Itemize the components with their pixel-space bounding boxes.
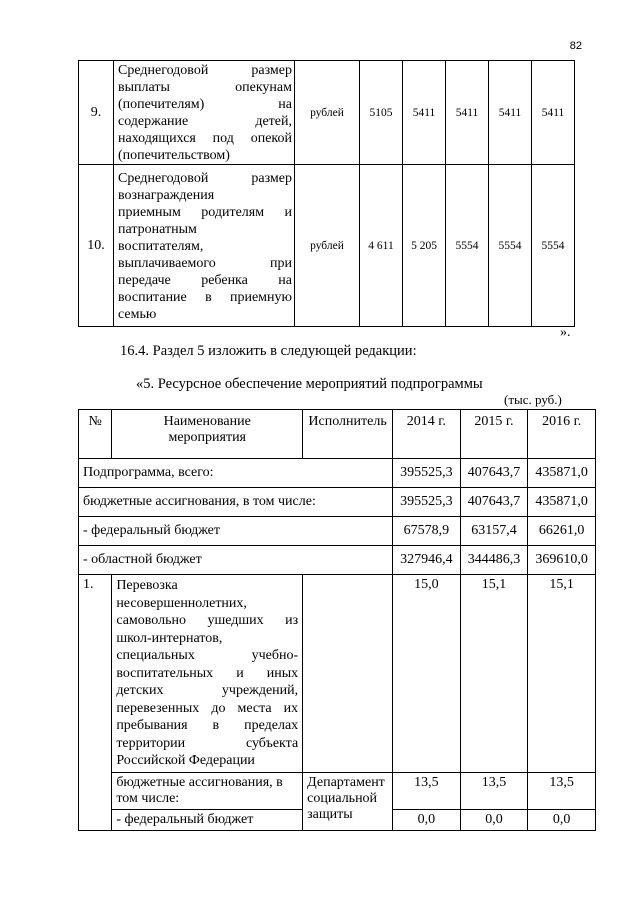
value-cell: 407643,7: [460, 459, 528, 488]
row-label: Подпрограмма, всего:: [79, 459, 393, 488]
indicator-description: Среднегодовой размер выплаты опекунам (попечителям) на содержание детей, находящихся под опекой (попечительством): [114, 61, 295, 165]
value-cell: 0,0: [393, 809, 461, 830]
table-row: [79, 459, 596, 488]
table-row: [79, 575, 596, 773]
row-label: - федеральный бюджет: [112, 809, 303, 830]
row-number: 10.: [79, 165, 114, 327]
value-cell: 5411: [446, 61, 489, 165]
table-row: [79, 488, 596, 517]
value-cell: 63157,4: [460, 517, 528, 546]
value-cell: 344486,3: [460, 546, 528, 575]
value-cell: 5554: [532, 165, 575, 327]
row-label: бюджетные ассигнования, в том числе:: [112, 772, 303, 809]
executor-cell-empty: [303, 575, 393, 773]
value-cell: 407643,7: [460, 488, 528, 517]
value-cell: 13,5: [393, 772, 461, 809]
table-row: [79, 772, 596, 809]
value-cell: 5105: [360, 61, 403, 165]
indicator-description: Среднегодовой размер вознаграждения приемным родителям и патронатным воспитателям, выплачиваемого при передаче ребенка на воспитание в приемную семью: [114, 165, 295, 327]
value-cell: 5554: [489, 165, 532, 327]
unit-cell: рублей: [295, 165, 360, 327]
value-cell: 395525,3: [393, 459, 461, 488]
row-label: - федеральный бюджет: [79, 517, 393, 546]
item-number: 1.: [79, 575, 112, 831]
value-cell: 15,1: [528, 575, 596, 773]
value-cell: 13,5: [460, 772, 528, 809]
table-row: [79, 517, 596, 546]
row-number: 9.: [79, 61, 114, 165]
value-cell: 0,0: [528, 809, 596, 830]
value-cell: 15,0: [393, 575, 461, 773]
closing-quote: ».: [560, 325, 571, 340]
header-year-2014: 2014 г.: [393, 410, 461, 459]
header-name: Наименование мероприятия: [112, 410, 303, 459]
item-name: Перевозка несовершеннолетних, самовольно ушедших из школ-интернатов, специальных учебно- воспитательных и иных детских учреждений, перевезенных до места их пребывания в пределах территории субъекта Российской Федерации: [112, 575, 303, 773]
header-executor: Исполнитель: [303, 410, 393, 459]
resource-table: [78, 409, 596, 831]
value-cell: 66261,0: [528, 517, 596, 546]
value-cell: 67578,9: [393, 517, 461, 546]
value-cell: 435871,0: [528, 459, 596, 488]
row-label: - областной бюджет: [79, 546, 393, 575]
header-year-2016: 2016 г.: [528, 410, 596, 459]
amendment-paragraph: 16.4. Раздел 5 изложить в следующей редакции:: [120, 343, 417, 359]
row-label: бюджетные ассигнования, в том числе:: [79, 488, 393, 517]
value-cell: 5411: [532, 61, 575, 165]
table-row: [79, 165, 575, 327]
value-cell: 5 205: [403, 165, 446, 327]
page-number: 82: [569, 40, 582, 52]
value-cell: 15,1: [460, 575, 528, 773]
table-row: [79, 61, 575, 165]
value-cell: 0,0: [460, 809, 528, 830]
value-cell: 5554: [446, 165, 489, 327]
value-cell: 13,5: [528, 772, 596, 809]
unit-cell: рублей: [295, 61, 360, 165]
header-row: [79, 410, 596, 459]
table-row: [79, 546, 596, 575]
value-cell: 4 611: [360, 165, 403, 327]
indicators-table: [78, 60, 575, 327]
header-year-2015: 2015 г.: [460, 410, 528, 459]
unit-note: (тыс. руб.): [504, 392, 562, 407]
value-cell: 369610,0: [528, 546, 596, 575]
header-number: №: [79, 410, 112, 459]
value-cell: 5411: [403, 61, 446, 165]
value-cell: 435871,0: [528, 488, 596, 517]
executor-cell: Департамент социальной защиты: [303, 772, 393, 830]
value-cell: 5411: [489, 61, 532, 165]
section-title: «5. Ресурсное обеспечение мероприятий подпрограммы: [136, 376, 483, 392]
value-cell: 395525,3: [393, 488, 461, 517]
value-cell: 327946,4: [393, 546, 461, 575]
